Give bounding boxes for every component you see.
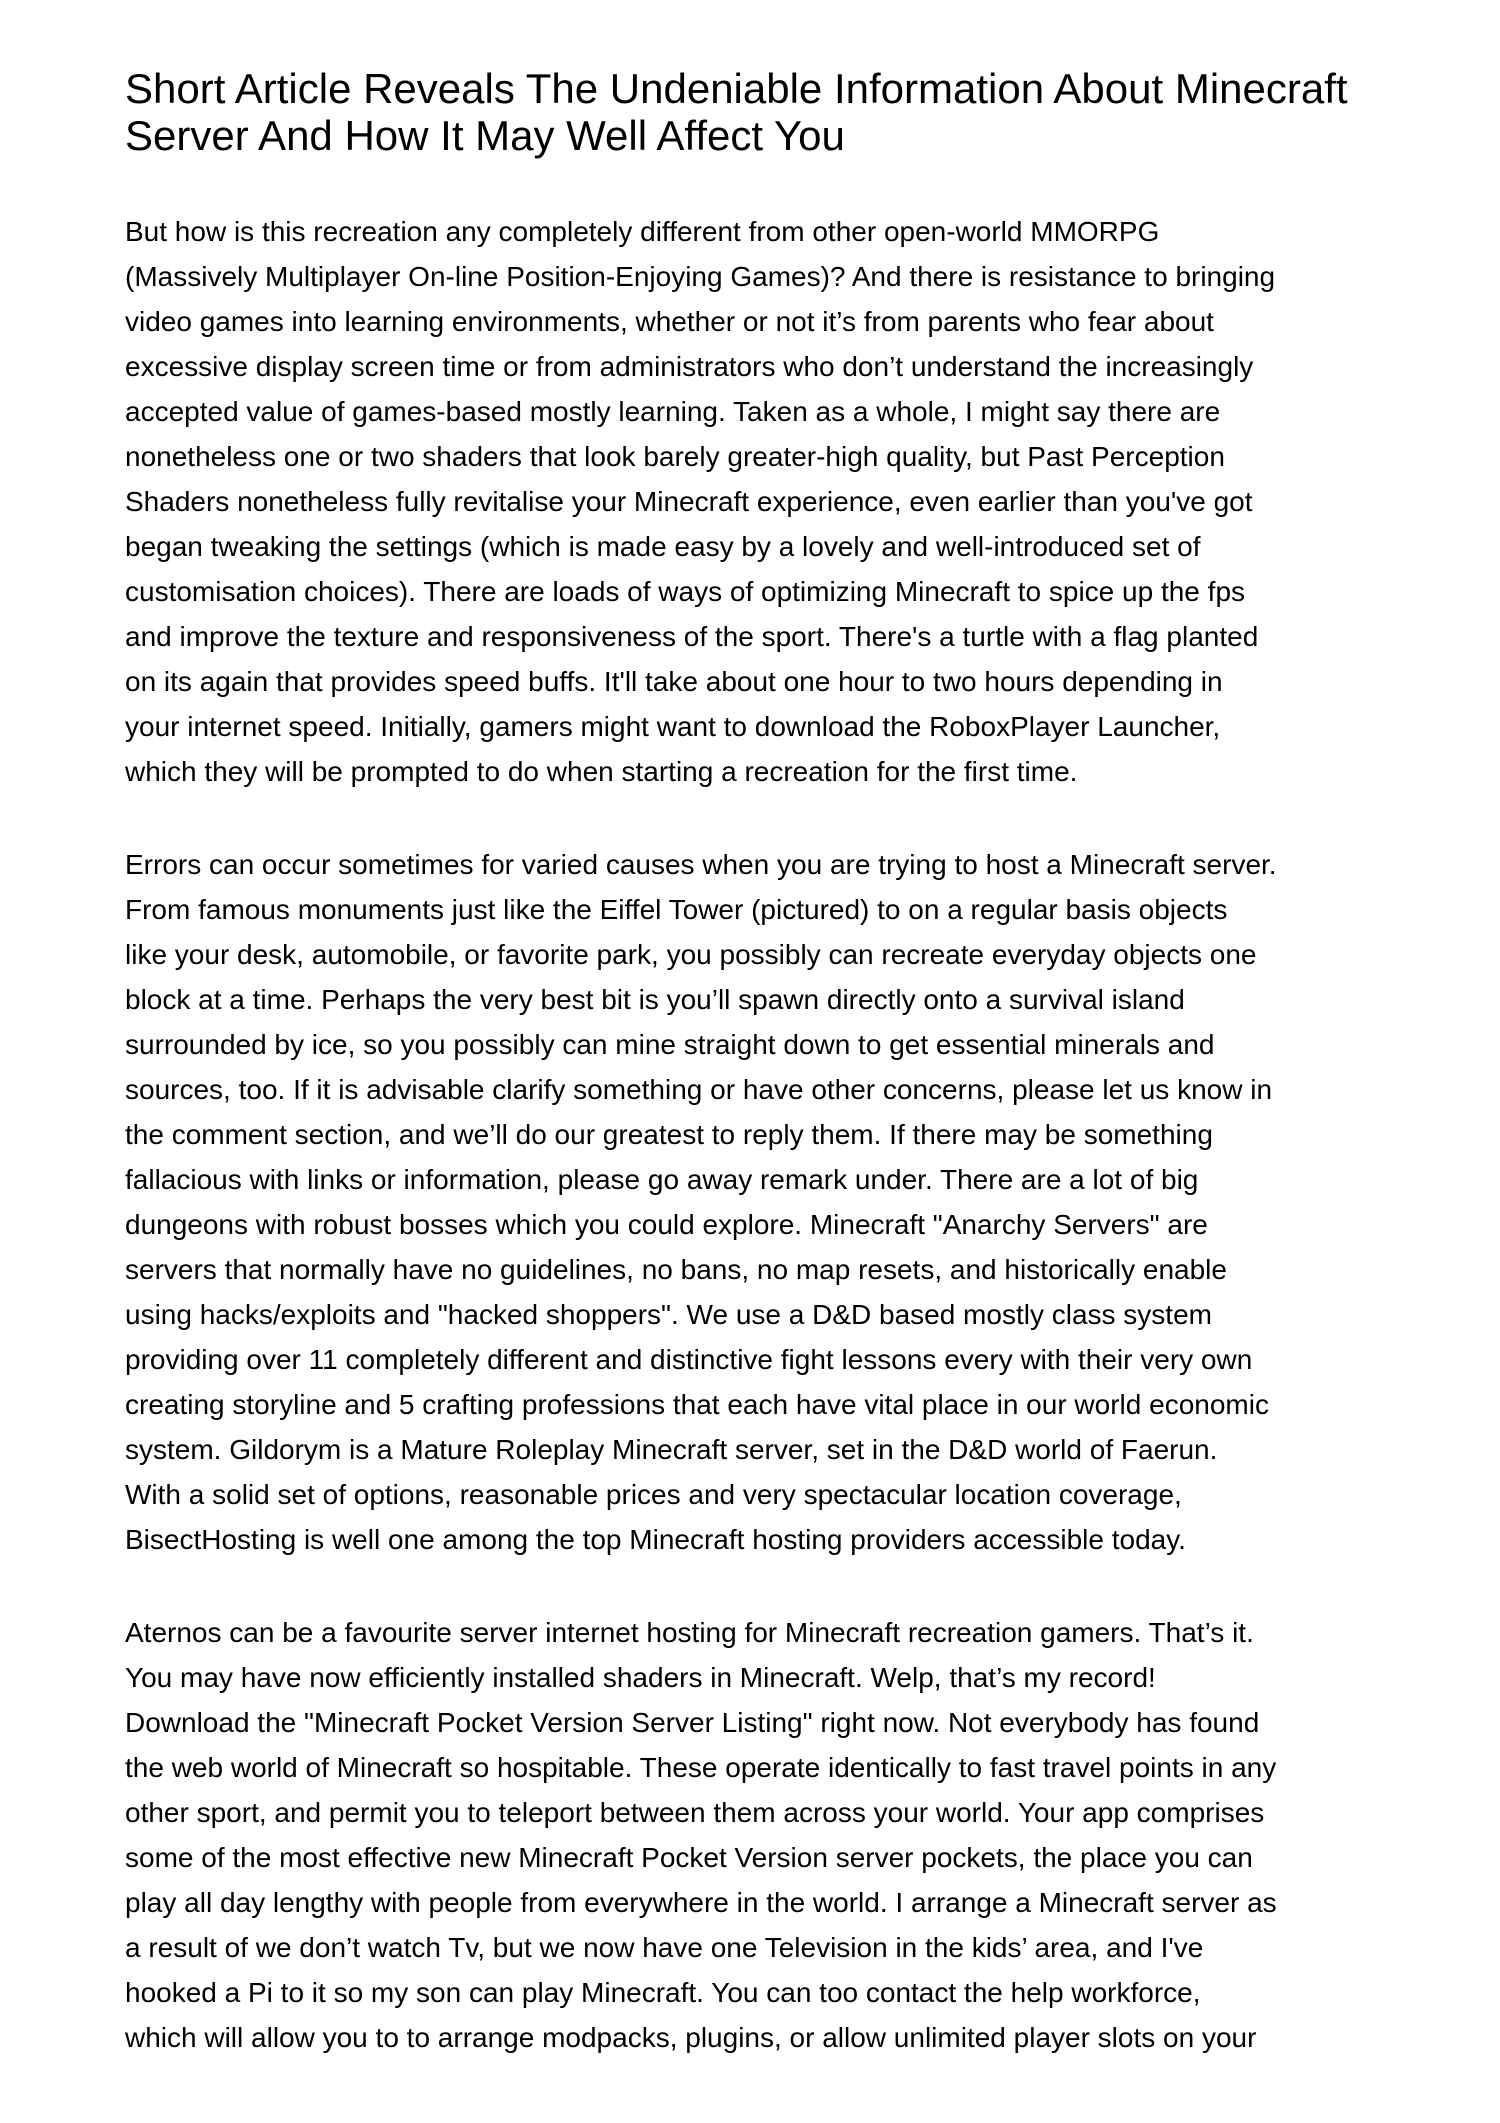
text-line: which they will be prompted to do when starting a recreation for the first time.	[125, 756, 1078, 787]
text-line: some of the most effective new Minecraft Pocket Version server pockets, the place you can	[125, 1842, 1253, 1873]
text-line: began tweaking the settings (which is made easy by a lovely and well-introduced set of	[125, 531, 1201, 562]
text-line: sources, too. If it is advisable clarify something or have other concerns, please let us know in	[125, 1074, 1273, 1105]
text-line: servers that normally have no guidelines, no bans, no map resets, and historically enable	[125, 1254, 1227, 1285]
text-line: video games into learning environments, whether or not it’s from parents who fear about	[125, 306, 1214, 337]
text-line: dungeons with robust bosses which you could explore. Minecraft "Anarchy Servers" are	[125, 1209, 1208, 1240]
text-line: Aternos can be a favourite server internet hosting for Minecraft recreation gamers. That’s it.	[125, 1617, 1254, 1648]
text-line: creating storyline and 5 crafting professions that each have vital place in our world economic	[125, 1389, 1269, 1420]
text-line: providing over 11 completely different and distinctive fight lessons every with their very own	[125, 1344, 1253, 1375]
text-line: fallacious with links or information, please go away remark under. There are a lot of big	[125, 1164, 1199, 1195]
text-line: the web world of Minecraft so hospitable. These operate identically to fast travel points in any	[125, 1752, 1277, 1783]
text-line: You may have now efficiently installed shaders in Minecraft. Welp, that’s my record!	[125, 1662, 1156, 1693]
text-line: hooked a Pi to it so my son can play Minecraft. You can too contact the help workforce,	[125, 1977, 1201, 2008]
text-line: system. Gildorym is a Mature Roleplay Minecraft server, set in the D&D world of Faerun.	[125, 1434, 1218, 1465]
text-line: excessive display screen time or from administrators who don’t understand the increasingly	[125, 351, 1254, 382]
text-line: using hacks/exploits and "hacked shoppers". We use a D&D based mostly class system	[125, 1299, 1212, 1330]
text-line: other sport, and permit you to teleport between them across your world. Your app comprises	[125, 1797, 1265, 1828]
text-line: But how is this recreation any completely different from other open-world MMORPG	[125, 216, 1160, 247]
text-line: customisation choices). There are loads of ways of optimizing Minecraft to spice up the fps	[125, 576, 1246, 607]
text-line: Shaders nonetheless fully revitalise your Minecraft experience, even earlier than you've got	[125, 486, 1253, 517]
text-line: accepted value of games-based mostly learning. Taken as a whole, I might say there are	[125, 396, 1221, 427]
text-line: block at a time. Perhaps the very best bit is you’ll spawn directly onto a survival island	[125, 984, 1185, 1015]
text-line: a result of we don’t watch Tv, but we now have one Television in the kids’ area, and I've	[125, 1932, 1204, 1963]
article-body	[125, 209, 1393, 2060]
text-line: BisectHosting is well one among the top Minecraft hosting providers accessible today.	[125, 1524, 1186, 1555]
text-line: With a solid set of options, reasonable prices and very spectacular location coverage,	[125, 1479, 1182, 1510]
text-line: which will allow you to to arrange modpacks, plugins, or allow unlimited player slots on your	[125, 2022, 1257, 2053]
text-line: Errors can occur sometimes for varied causes when you are trying to host a Minecraft server.	[125, 849, 1277, 880]
text-line: From famous monuments just like the Eiffel Tower (pictured) to on a regular basis objects	[125, 894, 1228, 925]
paragraph	[125, 209, 1393, 794]
text-line: nonetheless one or two shaders that look barely greater-high quality, but Past Perception	[125, 441, 1225, 472]
text-line: (Massively Multiplayer On-line Position-Enjoying Games)? And there is resistance to bringing	[125, 261, 1276, 292]
text-line: surrounded by ice, so you possibly can mine straight down to get essential minerals and	[125, 1029, 1215, 1060]
text-line: your internet speed. Initially, gamers might want to download the RoboxPlayer Launcher,	[125, 711, 1221, 742]
text-line: on its again that provides speed buffs. It'll take about one hour to two hours depending in	[125, 666, 1223, 697]
paragraph	[125, 842, 1393, 1562]
text-line: play all day lengthy with people from everywhere in the world. I arrange a Minecraft server as	[125, 1887, 1277, 1918]
paragraph	[125, 1610, 1393, 2060]
article-title: Short Article Reveals The Undeniable Information About Minecraft Server And How It May Well Affect You	[125, 65, 1348, 159]
text-line: Download the "Minecraft Pocket Version Server Listing" right now. Not everybody has found	[125, 1707, 1260, 1738]
text-line: like your desk, automobile, or favorite park, you possibly can recreate everyday objects one	[125, 939, 1257, 970]
text-line: and improve the texture and responsiveness of the sport. There's a turtle with a flag planted	[125, 621, 1259, 652]
text-line: the comment section, and we’ll do our greatest to reply them. If there may be something	[125, 1119, 1213, 1150]
